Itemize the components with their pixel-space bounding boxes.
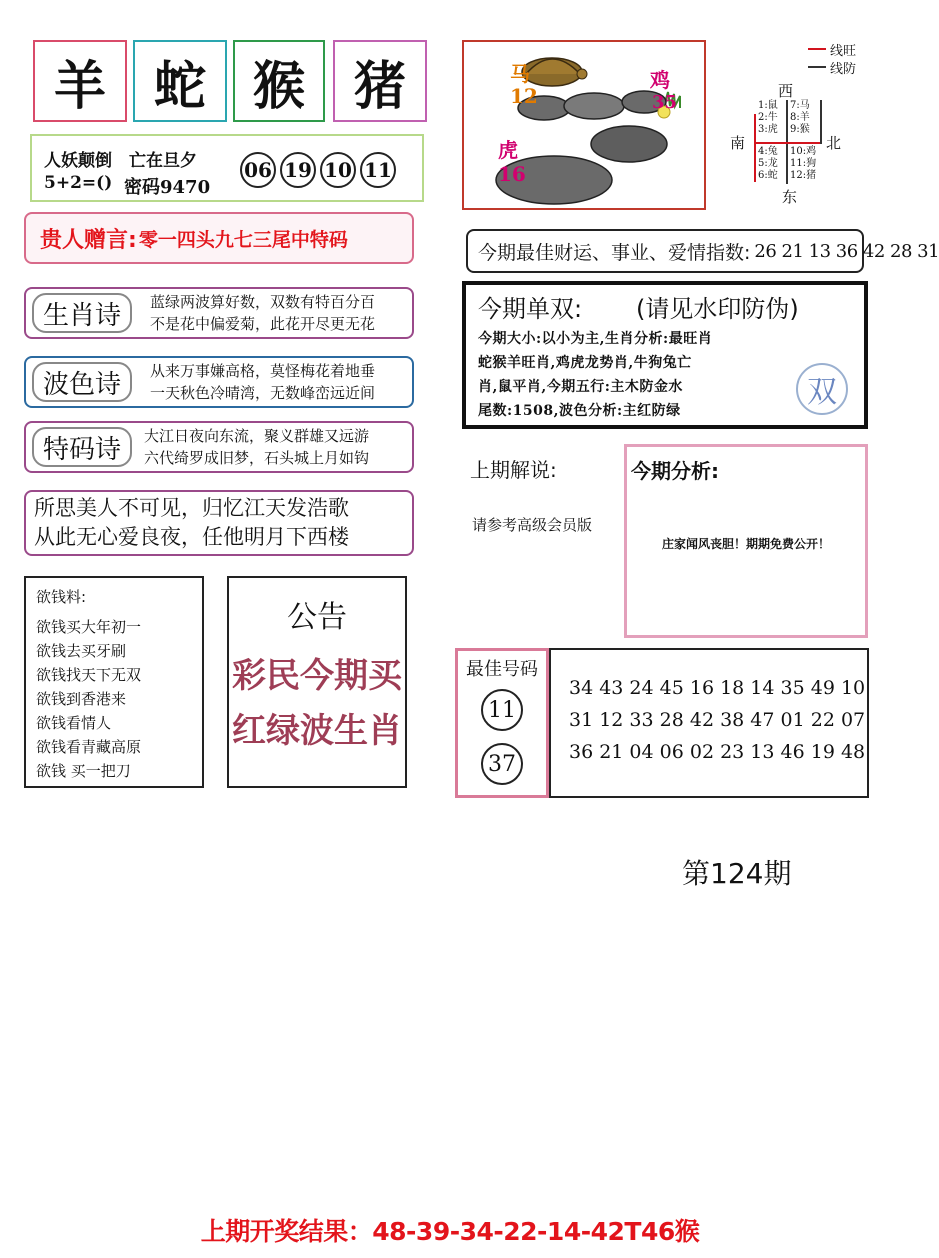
- analysis-text: 庄家闻风丧胆！期期免费公开！: [661, 537, 830, 551]
- danshuang-line: 肖,鼠平肖,今期五行:主木防金水: [478, 379, 683, 395]
- guiren-text: 零一四头九七三尾中特码: [138, 228, 348, 251]
- poem-label: 生肖诗: [32, 293, 132, 333]
- yuqian-item: 欲钱找天下无双: [36, 666, 142, 684]
- poem-lines: [150, 360, 375, 404]
- compass-south: 南: [730, 134, 746, 152]
- best-pick: 11: [481, 689, 523, 731]
- compass-top-left: [758, 100, 778, 136]
- idiom-box: [30, 134, 424, 202]
- poem-line: 六代绮罗成旧梦，石头城上月如钩: [144, 449, 370, 467]
- number-circle: 11: [360, 152, 396, 188]
- poem-lines: [144, 425, 369, 469]
- pic-label: 12: [510, 84, 538, 108]
- compass-item: 3:虎: [758, 124, 778, 135]
- compass-left-line: [754, 114, 756, 182]
- number-circle: 10: [320, 152, 356, 188]
- zodiac-box-4: [333, 40, 427, 122]
- verse-line: 所思美人不可见，归忆江天发浩歌: [34, 496, 349, 520]
- last-explain-text: 请参考高级会员版: [472, 516, 593, 534]
- yuqian-item: 欲钱到香港来: [36, 690, 127, 708]
- notice-line2: 红绿波生肖: [232, 711, 402, 751]
- verse-line: 从此无心爱良夜，任他明月下西楼: [34, 525, 349, 549]
- danshuang-title: 今期单双:: [478, 295, 583, 323]
- compass-item: 10:鸡: [790, 146, 817, 157]
- poem-line: 一天秋色冷晴湾，无数峰峦远近间: [150, 384, 376, 402]
- zodiac-char: 猪: [353, 55, 406, 117]
- guiren-box: [24, 212, 414, 264]
- pic-label: 35: [652, 92, 678, 113]
- best-box: [455, 648, 869, 798]
- idiom-password: 密码9470: [124, 177, 211, 198]
- compass-top-right: [790, 100, 810, 136]
- best-title: 最佳号码: [466, 659, 538, 680]
- yuqian-item: 欲钱 买一把刀: [36, 762, 131, 780]
- compass-item: 12:猪: [790, 170, 817, 181]
- compass-horizontal-line: [754, 142, 822, 144]
- compass-west: 西: [778, 82, 794, 100]
- poem-box-bose: [24, 356, 414, 408]
- pic-label: 16: [498, 162, 526, 186]
- pic-label: 鸡: [650, 68, 670, 92]
- yuqian-item: 欲钱看青藏高原: [36, 738, 142, 756]
- legend-wang: 线旺: [830, 44, 857, 59]
- yuqian-item: 欲钱看情人: [36, 714, 112, 732]
- poem-box-tema: [24, 421, 414, 473]
- poem-line: 从来万事嫌高格，莫怪梅花着地垂: [150, 362, 376, 380]
- danshuang-lines: [478, 327, 712, 423]
- yuqian-item: 欲钱去买牙刷: [36, 642, 127, 660]
- yuqian-item: 欲钱买大年初一: [36, 618, 142, 636]
- compass-item: 1:鼠: [758, 100, 778, 111]
- analysis-box: [624, 444, 868, 638]
- poem-label: 特码诗: [32, 427, 132, 467]
- compass-item: 8:羊: [790, 112, 810, 123]
- legend-line-dark: [808, 66, 826, 68]
- idiom-numbers: [240, 152, 400, 188]
- best-pick: 37: [481, 743, 523, 785]
- compass-item: 4:兔: [758, 146, 778, 157]
- last-explain-title: 上期解说:: [470, 458, 557, 482]
- notice-line1: 彩民今期买: [232, 656, 402, 696]
- poem-label: 波色诗: [32, 362, 132, 402]
- danshuang-box: [462, 281, 868, 429]
- best-row: 31 12 33 28 42 38 47 01 22 07: [569, 709, 866, 731]
- best-picks-panel: [455, 648, 549, 798]
- guiren-label: 贵人赠言:: [40, 227, 137, 253]
- compass-item: 2:牛: [758, 112, 778, 123]
- yuqian-box: [24, 576, 204, 788]
- zodiac-box-3: [233, 40, 325, 122]
- notice-box: [227, 576, 407, 788]
- best-row: 36 21 04 06 02 23 13 46 19 48: [569, 741, 866, 763]
- picture-box: [462, 40, 706, 210]
- zodiac-char: 猴: [252, 55, 305, 117]
- number-circle: 19: [280, 152, 316, 188]
- issue-number: 第124期: [682, 857, 792, 890]
- compass-right-line: [820, 100, 822, 144]
- poem-line: 大江日夜向东流，聚义群雄又远游: [144, 427, 370, 445]
- index-numbers: 26 21 13 36 42 28 31: [754, 240, 939, 262]
- compass-item: 7:马: [790, 100, 810, 111]
- poem-line: 蓝绿两波算好数，双数有特百分百: [150, 293, 376, 311]
- compass-item: 9:猴: [790, 124, 810, 135]
- danshuang-line: 尾数:1508,波色分析:主红防绿: [478, 403, 681, 419]
- best-row: 34 43 24 45 16 18 14 35 49 10: [569, 677, 866, 699]
- danshuang-note: (请见水印防伪): [636, 295, 799, 323]
- poem-lines: [150, 291, 375, 335]
- compass-item: 6:蛇: [758, 170, 778, 181]
- pic-label: 马: [510, 62, 530, 86]
- compass-diagram: [720, 40, 890, 210]
- compass-north: 北: [826, 134, 842, 152]
- danshuang-line: 今期大小:以小为主,生肖分析:最旺肖: [478, 331, 713, 347]
- best-grid: [549, 648, 871, 798]
- index-box: [466, 229, 939, 273]
- legend-line-red: [808, 48, 826, 50]
- verse-box: [24, 490, 414, 556]
- compass-item: 11:狗: [790, 158, 817, 169]
- yuqian-title: 欲钱料:: [36, 588, 87, 606]
- danshuang-badge: 双: [796, 363, 848, 415]
- danshuang-line: 蛇猴羊旺肖,鸡虎龙势肖,牛狗兔亡: [478, 355, 692, 371]
- analysis-title: 今期分析:: [631, 459, 719, 483]
- compass-bottom-right: [790, 146, 816, 182]
- compass-east: 东: [782, 188, 798, 206]
- legend-fang: 线防: [830, 62, 857, 77]
- idiom-line1: 人妖颠倒 亡在旦夕: [44, 151, 197, 171]
- pic-label: 虎: [498, 138, 518, 162]
- number-circle: 06: [240, 152, 276, 188]
- compass-bottom-left: [758, 146, 778, 182]
- idiom-equation: 5+2=(): [44, 173, 113, 193]
- poem-line: 不是花中偏爱菊，此花开尽更无花: [150, 315, 376, 333]
- zodiac-box-2: [133, 40, 227, 122]
- index-label: 今期最佳财运、事业、爱情指数:: [478, 241, 751, 264]
- notice-title: 公告: [287, 600, 347, 635]
- compass-item: 5:龙: [758, 158, 778, 169]
- yuqian-list: [36, 615, 202, 783]
- poem-box-shengxiao: [24, 287, 414, 339]
- zodiac-char: 蛇: [153, 55, 206, 117]
- zodiac-char: 羊: [53, 55, 106, 117]
- last-result: 上期开奖结果：48-39-34-22-14-42T46猴: [200, 1217, 700, 1246]
- zodiac-box-1: [33, 40, 127, 122]
